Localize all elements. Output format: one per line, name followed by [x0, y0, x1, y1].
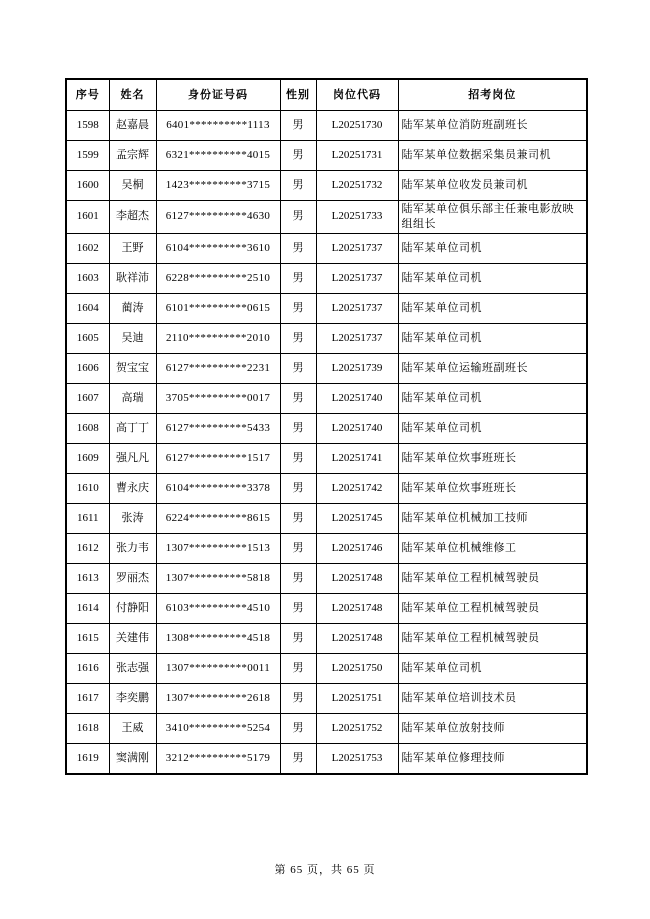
name-cell: 高丁丁	[109, 413, 156, 443]
position-code-cell: L20251731	[316, 141, 398, 171]
table-header-row	[66, 79, 587, 111]
table-row	[66, 473, 587, 503]
table-row	[66, 683, 587, 713]
table-row	[66, 353, 587, 383]
position-title-cell: 陆军某单位炊事班班长	[398, 473, 587, 503]
name-cell: 付静阳	[109, 593, 156, 623]
name-cell: 李超杰	[109, 201, 156, 234]
serial-cell: 1611	[66, 503, 109, 533]
name-cell: 张涛	[109, 503, 156, 533]
name-cell: 王野	[109, 233, 156, 263]
id-number-cell: 1423**********3715	[156, 171, 280, 201]
position-code-cell: L20251739	[316, 353, 398, 383]
table-row	[66, 233, 587, 263]
position-title-cell: 陆军某单位司机	[398, 293, 587, 323]
table-row	[66, 171, 587, 201]
gender-cell: 男	[280, 201, 316, 234]
gender-cell: 男	[280, 713, 316, 743]
name-cell: 曹永庆	[109, 473, 156, 503]
name-cell: 贺宝宝	[109, 353, 156, 383]
position-code-cell: L20251730	[316, 111, 398, 141]
serial-cell: 1604	[66, 293, 109, 323]
gender-cell: 男	[280, 323, 316, 353]
position-title-cell: 陆军某单位俱乐部主任兼电影放映组组长	[398, 201, 587, 234]
serial-cell: 1617	[66, 683, 109, 713]
table-row	[66, 503, 587, 533]
position-title-cell: 陆军某单位机械加工技师	[398, 503, 587, 533]
serial-cell: 1609	[66, 443, 109, 473]
table-row	[66, 533, 587, 563]
name-cell: 孟宗辉	[109, 141, 156, 171]
position-title-cell: 陆军某单位工程机械驾驶员	[398, 593, 587, 623]
id-number-cell: 1307**********5818	[156, 563, 280, 593]
serial-cell: 1619	[66, 743, 109, 774]
serial-cell: 1607	[66, 383, 109, 413]
position-title-cell: 陆军某单位司机	[398, 323, 587, 353]
gender-cell: 男	[280, 263, 316, 293]
name-cell: 关建伟	[109, 623, 156, 653]
id-number-cell: 1307**********1513	[156, 533, 280, 563]
serial-cell: 1599	[66, 141, 109, 171]
id-number-cell: 1307**********0011	[156, 653, 280, 683]
gender-cell: 男	[280, 443, 316, 473]
serial-cell: 1608	[66, 413, 109, 443]
serial-cell: 1605	[66, 323, 109, 353]
id-number-cell: 1307**********2618	[156, 683, 280, 713]
name-cell: 蔺涛	[109, 293, 156, 323]
position-code-cell: L20251751	[316, 683, 398, 713]
table-row	[66, 263, 587, 293]
serial-cell: 1600	[66, 171, 109, 201]
gender-cell: 男	[280, 683, 316, 713]
serial-cell: 1603	[66, 263, 109, 293]
serial-cell: 1614	[66, 593, 109, 623]
table-row	[66, 323, 587, 353]
position-title-cell: 陆军某单位消防班副班长	[398, 111, 587, 141]
id-number-cell: 6401**********1113	[156, 111, 280, 141]
table-row	[66, 383, 587, 413]
table-row	[66, 653, 587, 683]
serial-cell: 1618	[66, 713, 109, 743]
id-number-cell: 6127**********5433	[156, 413, 280, 443]
serial-cell: 1616	[66, 653, 109, 683]
position-title-cell: 陆军某单位工程机械驾驶员	[398, 623, 587, 653]
position-code-cell: L20251737	[316, 263, 398, 293]
position-code-cell: L20251737	[316, 293, 398, 323]
name-cell: 高瑞	[109, 383, 156, 413]
gender-cell: 男	[280, 383, 316, 413]
table-row	[66, 141, 587, 171]
position-title-cell: 陆军某单位司机	[398, 263, 587, 293]
name-cell: 张志强	[109, 653, 156, 683]
gender-cell: 男	[280, 293, 316, 323]
gender-cell: 男	[280, 413, 316, 443]
id-number-cell: 6228**********2510	[156, 263, 280, 293]
id-number-cell: 6103**********4510	[156, 593, 280, 623]
position-code-cell: L20251732	[316, 171, 398, 201]
column-header-0: 序号	[66, 79, 109, 111]
position-code-cell: L20251752	[316, 713, 398, 743]
position-code-cell: L20251748	[316, 623, 398, 653]
gender-cell: 男	[280, 233, 316, 263]
page-number-text: 第 65 页，共 65 页	[274, 864, 376, 876]
id-number-cell: 6127**********2231	[156, 353, 280, 383]
name-cell: 王威	[109, 713, 156, 743]
position-code-cell: L20251741	[316, 443, 398, 473]
gender-cell: 男	[280, 353, 316, 383]
gender-cell: 男	[280, 141, 316, 171]
position-code-cell: L20251740	[316, 413, 398, 443]
table-row	[66, 563, 587, 593]
position-code-cell: L20251742	[316, 473, 398, 503]
position-title-cell: 陆军某单位工程机械驾驶员	[398, 563, 587, 593]
position-title-cell: 陆军某单位数据采集员兼司机	[398, 141, 587, 171]
table-row	[66, 201, 587, 234]
serial-cell: 1598	[66, 111, 109, 141]
name-cell: 张力韦	[109, 533, 156, 563]
name-cell: 窦满刚	[109, 743, 156, 774]
table-row	[66, 743, 587, 774]
name-cell: 李奕鹏	[109, 683, 156, 713]
position-code-cell: L20251737	[316, 323, 398, 353]
name-cell: 罗丽杰	[109, 563, 156, 593]
id-number-cell: 2110**********2010	[156, 323, 280, 353]
position-title-cell: 陆军某单位修理技师	[398, 743, 587, 774]
position-code-cell: L20251753	[316, 743, 398, 774]
recruitment-roster-table	[65, 78, 588, 775]
table-row	[66, 623, 587, 653]
table-row	[66, 713, 587, 743]
table-row	[66, 443, 587, 473]
name-cell: 强凡凡	[109, 443, 156, 473]
column-header-1: 姓名	[109, 79, 156, 111]
serial-cell: 1610	[66, 473, 109, 503]
position-title-cell: 陆军某单位收发员兼司机	[398, 171, 587, 201]
position-code-cell: L20251733	[316, 201, 398, 234]
position-title-cell: 陆军某单位放射技师	[398, 713, 587, 743]
table-row	[66, 413, 587, 443]
id-number-cell: 6127**********1517	[156, 443, 280, 473]
position-code-cell: L20251740	[316, 383, 398, 413]
id-number-cell: 6104**********3610	[156, 233, 280, 263]
gender-cell: 男	[280, 533, 316, 563]
gender-cell: 男	[280, 653, 316, 683]
column-header-3: 性别	[280, 79, 316, 111]
position-code-cell: L20251750	[316, 653, 398, 683]
gender-cell: 男	[280, 473, 316, 503]
position-code-cell: L20251745	[316, 503, 398, 533]
position-title-cell: 陆军某单位司机	[398, 383, 587, 413]
column-header-4: 岗位代码	[316, 79, 398, 111]
id-number-cell: 3705**********0017	[156, 383, 280, 413]
position-title-cell: 陆军某单位培训技术员	[398, 683, 587, 713]
gender-cell: 男	[280, 503, 316, 533]
serial-cell: 1606	[66, 353, 109, 383]
gender-cell: 男	[280, 593, 316, 623]
id-number-cell: 6101**********0615	[156, 293, 280, 323]
name-cell: 耿祥沛	[109, 263, 156, 293]
serial-cell: 1602	[66, 233, 109, 263]
id-number-cell: 6224**********8615	[156, 503, 280, 533]
position-title-cell: 陆军某单位机械维修工	[398, 533, 587, 563]
id-number-cell: 6104**********3378	[156, 473, 280, 503]
position-code-cell: L20251748	[316, 593, 398, 623]
position-code-cell: L20251737	[316, 233, 398, 263]
table-row	[66, 293, 587, 323]
id-number-cell: 1308**********4518	[156, 623, 280, 653]
id-number-cell: 6321**********4015	[156, 141, 280, 171]
position-title-cell: 陆军某单位司机	[398, 653, 587, 683]
position-title-cell: 陆军某单位运输班副班长	[398, 353, 587, 383]
column-header-5: 招考岗位	[398, 79, 587, 111]
gender-cell: 男	[280, 743, 316, 774]
id-number-cell: 3212**********5179	[156, 743, 280, 774]
gender-cell: 男	[280, 171, 316, 201]
position-title-cell: 陆军某单位炊事班班长	[398, 443, 587, 473]
name-cell: 吴迪	[109, 323, 156, 353]
id-number-cell: 3410**********5254	[156, 713, 280, 743]
gender-cell: 男	[280, 111, 316, 141]
position-code-cell: L20251746	[316, 533, 398, 563]
name-cell: 吴桐	[109, 171, 156, 201]
table-row	[66, 111, 587, 141]
gender-cell: 男	[280, 623, 316, 653]
position-code-cell: L20251748	[316, 563, 398, 593]
name-cell: 赵嘉晨	[109, 111, 156, 141]
position-title-cell: 陆军某单位司机	[398, 413, 587, 443]
position-title-cell: 陆军某单位司机	[398, 233, 587, 263]
serial-cell: 1615	[66, 623, 109, 653]
column-header-2: 身份证号码	[156, 79, 280, 111]
id-number-cell: 6127**********4630	[156, 201, 280, 234]
serial-cell: 1613	[66, 563, 109, 593]
table-row	[66, 593, 587, 623]
serial-cell: 1612	[66, 533, 109, 563]
gender-cell: 男	[280, 563, 316, 593]
serial-cell: 1601	[66, 201, 109, 234]
